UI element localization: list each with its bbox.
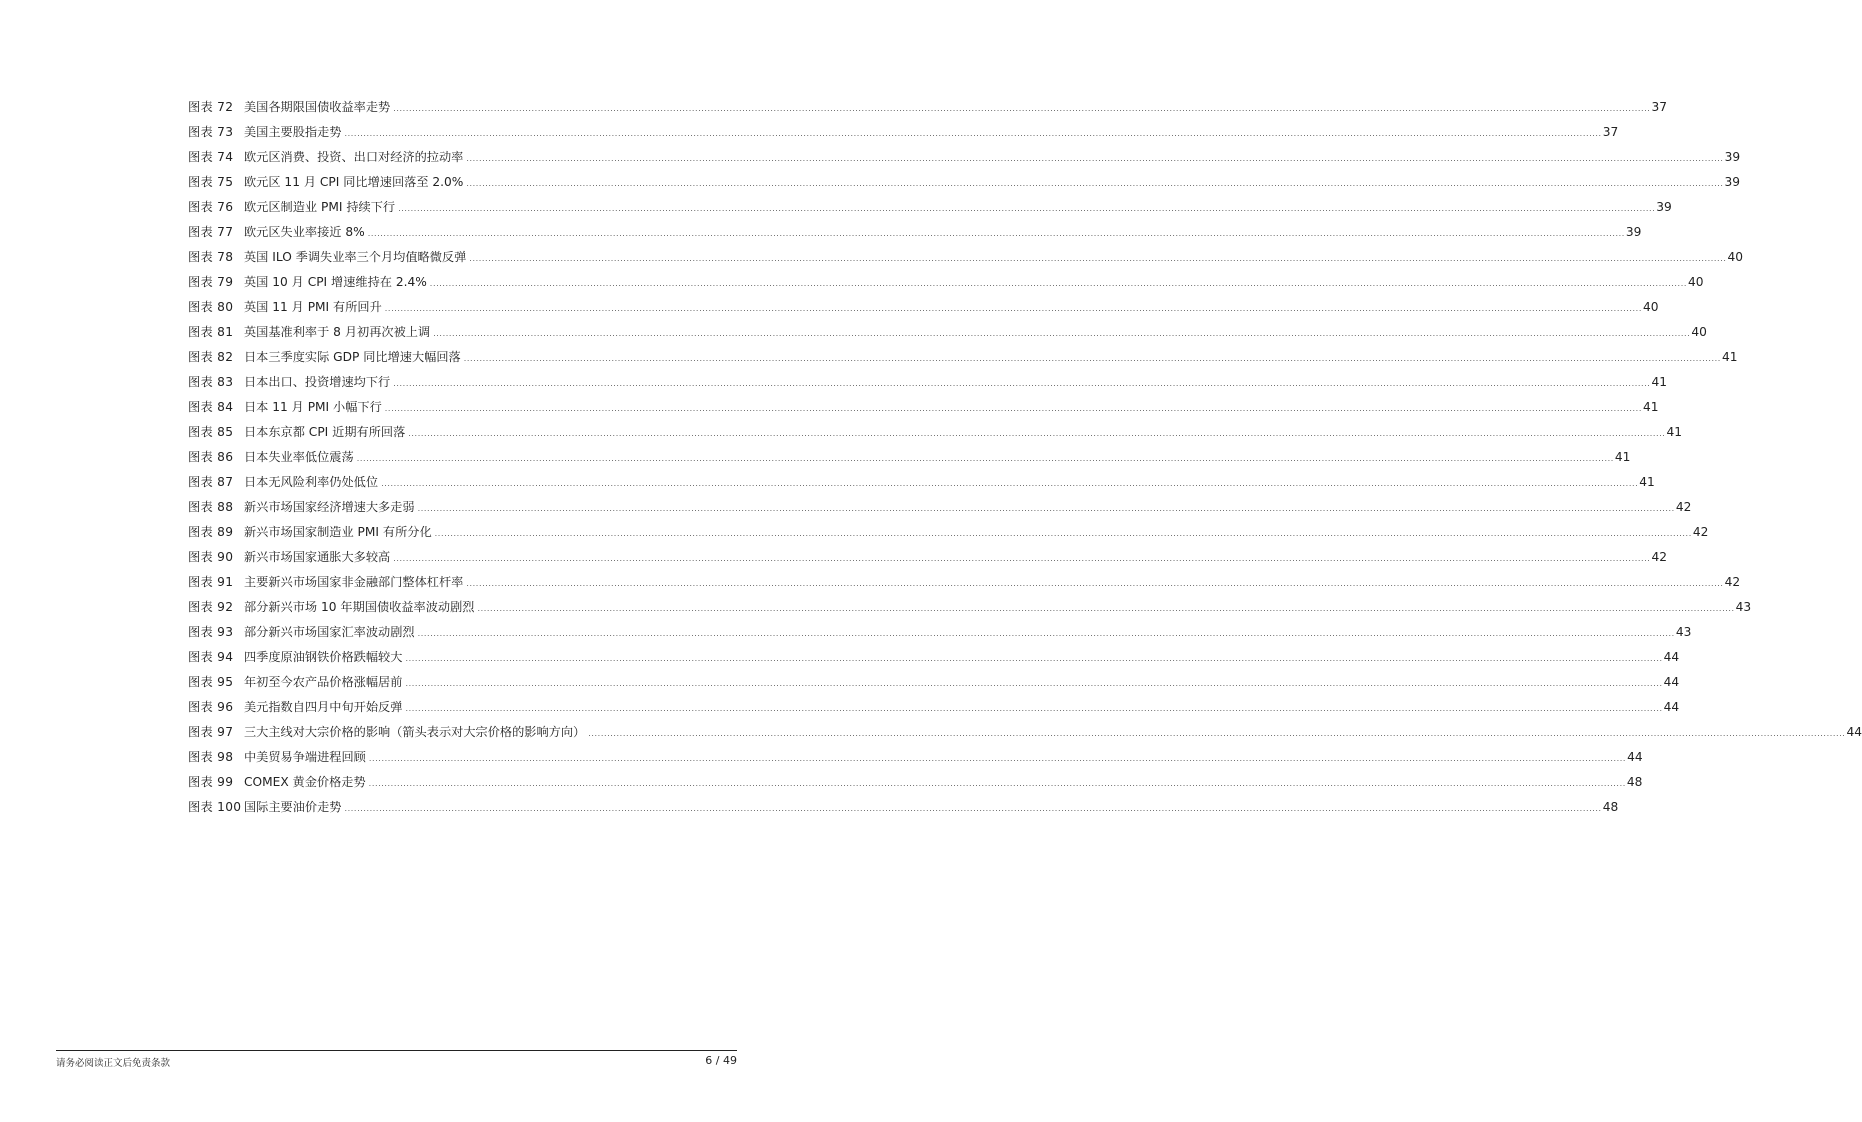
toc-entry-title[interactable]: 美国主要股指走势 <box>244 125 342 139</box>
toc-dot-leader: ................................................................................................................................................................................................................................................................................................................................................................................................................ <box>417 504 1675 513</box>
toc-dot-leader: ................................................................................................................................................................................................................................................................................................................................................................................................................ <box>368 754 1627 763</box>
toc-dot-leader: ................................................................................................................................................................................................................................................................................................................................................................................................................ <box>393 379 1651 388</box>
toc-entry[interactable] <box>188 522 1709 547</box>
toc-dot-leader: ................................................................................................................................................................................................................................................................................................................................................................................................................ <box>429 279 1687 288</box>
toc-entry-page-number[interactable]: 41 <box>1666 425 1682 439</box>
toc-entry-label: 图表 83 <box>188 375 234 389</box>
toc-entry-label: 图表 92 <box>188 600 234 614</box>
toc-entry[interactable] <box>188 372 1667 397</box>
toc-entry[interactable] <box>188 772 1643 797</box>
toc-entry-label: 图表 95 <box>188 675 234 689</box>
toc-entry-label: 图表 82 <box>188 350 234 364</box>
toc-entry-page-number[interactable]: 42 <box>1692 525 1709 539</box>
toc-dot-leader: ................................................................................................................................................................................................................................................................................................................................................................................................................ <box>417 629 1675 638</box>
toc-dot-leader: ................................................................................................................................................................................................................................................................................................................................................................................................................ <box>356 454 1614 463</box>
toc-entry-title[interactable]: 英国基准利率于 8 月初再次被上调 <box>244 325 431 339</box>
toc-entry-label: 图表 84 <box>188 400 234 414</box>
toc-entry[interactable] <box>188 197 1672 222</box>
toc-entry[interactable] <box>188 697 1680 722</box>
toc-entry-page-number[interactable]: 42 <box>1675 500 1692 514</box>
toc-entry-page-number[interactable]: 39 <box>1625 225 1642 239</box>
toc-entry-page-number[interactable]: 48 <box>1626 775 1643 789</box>
toc-entry-page-number[interactable]: 40 <box>1727 250 1743 264</box>
footer-divider <box>56 1050 737 1051</box>
toc-entry-title[interactable]: 三大主线对大宗价格的影响（箭头表示对大宗价格的影响方向） <box>244 725 586 739</box>
toc-entry[interactable] <box>188 672 1680 697</box>
toc-entry-label: 图表 88 <box>188 500 234 514</box>
toc-entry-title[interactable]: 中美贸易争端进程回顾 <box>244 750 366 764</box>
toc-dot-leader: ................................................................................................................................................................................................................................................................................................................................................................................................................ <box>469 254 1727 263</box>
toc-entry-label: 图表 79 <box>188 275 234 289</box>
toc-entry-label: 图表 96 <box>188 700 234 714</box>
toc-entry-page-number[interactable]: 37 <box>1651 100 1667 114</box>
toc-entry[interactable] <box>188 172 1741 197</box>
toc-dot-leader: ................................................................................................................................................................................................................................................................................................................................................................................................................ <box>398 204 1656 213</box>
toc-dot-leader: ................................................................................................................................................................................................................................................................................................................................................................................................................ <box>405 654 1663 663</box>
toc-entry-title[interactable]: 英国 ILO 季调失业率三个月均值略微反弹 <box>244 250 467 264</box>
toc-entry[interactable] <box>188 322 1707 347</box>
toc-entry-page-number[interactable]: 42 <box>1724 575 1741 589</box>
toc-entry-label: 图表 85 <box>188 425 234 439</box>
toc-entry[interactable] <box>188 572 1741 597</box>
toc-entry-title[interactable]: 年初至今农产品价格涨幅居前 <box>244 675 403 689</box>
toc-entry-label: 图表 87 <box>188 475 234 489</box>
toc-entry[interactable] <box>188 97 1667 122</box>
toc-entry-page-number[interactable]: 41 <box>1639 475 1655 489</box>
footer-disclaimer: 请务必阅读正文后免责条款 <box>56 1058 171 1069</box>
toc-entry[interactable] <box>188 722 1862 747</box>
toc-entry-title[interactable]: 欧元区 11 月 CPI 同比增速回落至 2.0% <box>244 175 464 189</box>
toc-dot-leader: ................................................................................................................................................................................................................................................................................................................................................................................................................ <box>405 704 1663 713</box>
toc-entry-title[interactable]: 欧元区消费、投资、出口对经济的拉动率 <box>244 150 464 164</box>
toc-entry-label: 图表 91 <box>188 575 234 589</box>
toc-entry-label: 图表 99 <box>188 775 234 789</box>
toc-entry[interactable] <box>188 347 1738 372</box>
toc-dot-leader: ................................................................................................................................................................................................................................................................................................................................................................................................................ <box>463 354 1721 363</box>
toc-entry-page-number[interactable]: 43 <box>1675 625 1692 639</box>
toc-entry[interactable] <box>188 222 1642 247</box>
toc-entry[interactable] <box>188 447 1631 472</box>
toc-dot-leader: ................................................................................................................................................................................................................................................................................................................................................................................................................ <box>381 479 1639 488</box>
toc-dot-leader: ................................................................................................................................................................................................................................................................................................................................................................................................................ <box>588 729 1846 738</box>
toc-entry-page-number[interactable]: 39 <box>1656 200 1672 214</box>
toc-entry-title[interactable]: COMEX 黄金价格走势 <box>244 775 366 789</box>
toc-entry-label: 图表 78 <box>188 250 234 264</box>
toc-entry-label: 图表 81 <box>188 325 234 339</box>
toc-entry-label: 图表 74 <box>188 150 234 164</box>
toc-dot-leader: ................................................................................................................................................................................................................................................................................................................................................................................................................ <box>384 404 1642 413</box>
toc-dot-leader: ................................................................................................................................................................................................................................................................................................................................................................................................................ <box>433 329 1691 338</box>
toc-entry-title[interactable]: 新兴市场国家制造业 PMI 有所分化 <box>244 525 432 539</box>
toc-entry-label: 图表 86 <box>188 450 234 464</box>
toc-entry-label: 图表 75 <box>188 175 234 189</box>
toc-entry-title[interactable]: 日本出口、投资增速均下行 <box>244 375 391 389</box>
toc-entry-label: 图表 72 <box>188 100 234 114</box>
toc-entry[interactable] <box>188 397 1659 422</box>
toc-entry-page-number[interactable]: 44 <box>1663 700 1680 714</box>
toc-entry-page-number[interactable]: 37 <box>1602 125 1619 139</box>
toc-entry-title[interactable]: 英国 10 月 CPI 增速维持在 2.4% <box>244 275 427 289</box>
toc-entry[interactable] <box>188 297 1659 322</box>
toc-entry-page-number[interactable]: 48 <box>1602 800 1619 814</box>
toc-entry-page-number[interactable]: 41 <box>1651 375 1667 389</box>
toc-dot-leader: ................................................................................................................................................................................................................................................................................................................................................................................................................ <box>477 604 1735 613</box>
toc-entry-title[interactable]: 部分新兴市场 10 年期国债收益率波动剧烈 <box>244 600 475 614</box>
toc-entry-label: 图表 100 <box>188 800 242 814</box>
toc-entry-title[interactable]: 国际主要油价走势 <box>244 800 342 814</box>
toc-entry-title[interactable]: 美元指数自四月中旬开始反弹 <box>244 700 403 714</box>
toc-entry-title[interactable]: 日本三季度实际 GDP 同比增速大幅回落 <box>244 350 461 364</box>
toc-entry-label: 图表 93 <box>188 625 234 639</box>
toc-entry-page-number[interactable]: 42 <box>1651 550 1667 564</box>
toc-entry-title[interactable]: 日本失业率低位震荡 <box>244 450 354 464</box>
toc-dot-leader: ................................................................................................................................................................................................................................................................................................................................................................................................................ <box>393 104 1651 113</box>
toc-entry-page-number[interactable]: 44 <box>1663 650 1680 664</box>
toc-entry-title[interactable]: 日本无风险利率仍处低位 <box>244 475 379 489</box>
toc-entry-page-number[interactable]: 39 <box>1724 175 1741 189</box>
toc-dot-leader: ................................................................................................................................................................................................................................................................................................................................................................................................................ <box>466 154 1724 163</box>
toc-entry-title[interactable]: 欧元区失业率接近 8% <box>244 225 365 239</box>
toc-entry-label: 图表 73 <box>188 125 234 139</box>
toc-entry-title[interactable]: 英国 11 月 PMI 有所回升 <box>244 300 382 314</box>
toc-dot-leader: ................................................................................................................................................................................................................................................................................................................................................................................................................ <box>434 529 1692 538</box>
toc-dot-leader: ................................................................................................................................................................................................................................................................................................................................................................................................................ <box>344 129 1602 138</box>
toc-entry-page-number[interactable]: 41 <box>1721 350 1738 364</box>
toc-entry[interactable] <box>188 122 1619 147</box>
toc-entry-title[interactable]: 新兴市场国家通胀大多较高 <box>244 550 391 564</box>
toc-entry-title[interactable]: 四季度原油钢铁价格跌幅较大 <box>244 650 403 664</box>
toc-entry-page-number[interactable]: 40 <box>1642 300 1659 314</box>
toc-entry-title[interactable]: 美国各期限国债收益率走势 <box>244 100 391 114</box>
toc-entry-page-number[interactable]: 44 <box>1846 725 1862 739</box>
toc-dot-leader: ................................................................................................................................................................................................................................................................................................................................................................................................................ <box>466 579 1724 588</box>
toc-dot-leader: ................................................................................................................................................................................................................................................................................................................................................................................................................ <box>405 679 1663 688</box>
toc-entry-label: 图表 89 <box>188 525 234 539</box>
toc-entry-title[interactable]: 日本东京都 CPI 近期有所回落 <box>244 425 406 439</box>
toc-entry[interactable] <box>188 247 1743 272</box>
toc-entry-label: 图表 90 <box>188 550 234 564</box>
toc-dot-leader: ................................................................................................................................................................................................................................................................................................................................................................................................................ <box>408 429 1666 438</box>
toc-entry-page-number[interactable]: 39 <box>1724 150 1741 164</box>
toc-entry-title[interactable]: 部分新兴市场国家汇率波动剧烈 <box>244 625 415 639</box>
toc-dot-leader: ................................................................................................................................................................................................................................................................................................................................................................................................................ <box>466 179 1724 188</box>
toc-entry[interactable] <box>188 272 1704 297</box>
toc-entry[interactable] <box>188 797 1619 822</box>
toc-entry-page-number[interactable]: 43 <box>1735 600 1752 614</box>
toc-entry-page-number[interactable]: 41 <box>1614 450 1631 464</box>
toc-entry-title[interactable]: 新兴市场国家经济增速大多走弱 <box>244 500 415 514</box>
table-of-figures <box>188 97 1862 822</box>
toc-entry[interactable] <box>188 647 1680 672</box>
toc-entry-label: 图表 98 <box>188 750 234 764</box>
toc-dot-leader: ................................................................................................................................................................................................................................................................................................................................................................................................................ <box>344 804 1602 813</box>
toc-entry-page-number[interactable]: 40 <box>1691 325 1707 339</box>
footer-page-number: 6 / 49 <box>705 1054 737 1067</box>
toc-entry[interactable] <box>188 622 1692 647</box>
toc-entry-label: 图表 94 <box>188 650 234 664</box>
toc-entry[interactable] <box>188 147 1741 172</box>
toc-dot-leader: ................................................................................................................................................................................................................................................................................................................................................................................................................ <box>368 779 1626 788</box>
toc-entry-title[interactable]: 欧元区制造业 PMI 持续下行 <box>244 200 396 214</box>
toc-dot-leader: ................................................................................................................................................................................................................................................................................................................................................................................................................ <box>384 304 1642 313</box>
toc-entry-page-number[interactable]: 40 <box>1687 275 1704 289</box>
toc-entry[interactable] <box>188 472 1655 497</box>
toc-entry[interactable] <box>188 547 1667 572</box>
toc-entry-page-number[interactable]: 41 <box>1642 400 1659 414</box>
toc-entry-label: 图表 97 <box>188 725 234 739</box>
toc-entry[interactable] <box>188 747 1643 772</box>
toc-entry[interactable] <box>188 497 1692 522</box>
toc-entry-label: 图表 77 <box>188 225 234 239</box>
toc-entry[interactable] <box>188 422 1682 447</box>
toc-entry-label: 图表 76 <box>188 200 234 214</box>
toc-dot-leader: ................................................................................................................................................................................................................................................................................................................................................................................................................ <box>367 229 1625 238</box>
toc-entry-label: 图表 80 <box>188 300 234 314</box>
toc-dot-leader: ................................................................................................................................................................................................................................................................................................................................................................................................................ <box>393 554 1651 563</box>
toc-entry[interactable] <box>188 597 1752 622</box>
toc-entry-page-number[interactable]: 44 <box>1663 675 1680 689</box>
toc-entry-page-number[interactable]: 44 <box>1627 750 1643 764</box>
toc-entry-title[interactable]: 主要新兴市场国家非金融部门整体杠杆率 <box>244 575 464 589</box>
toc-entry-title[interactable]: 日本 11 月 PMI 小幅下行 <box>244 400 382 414</box>
